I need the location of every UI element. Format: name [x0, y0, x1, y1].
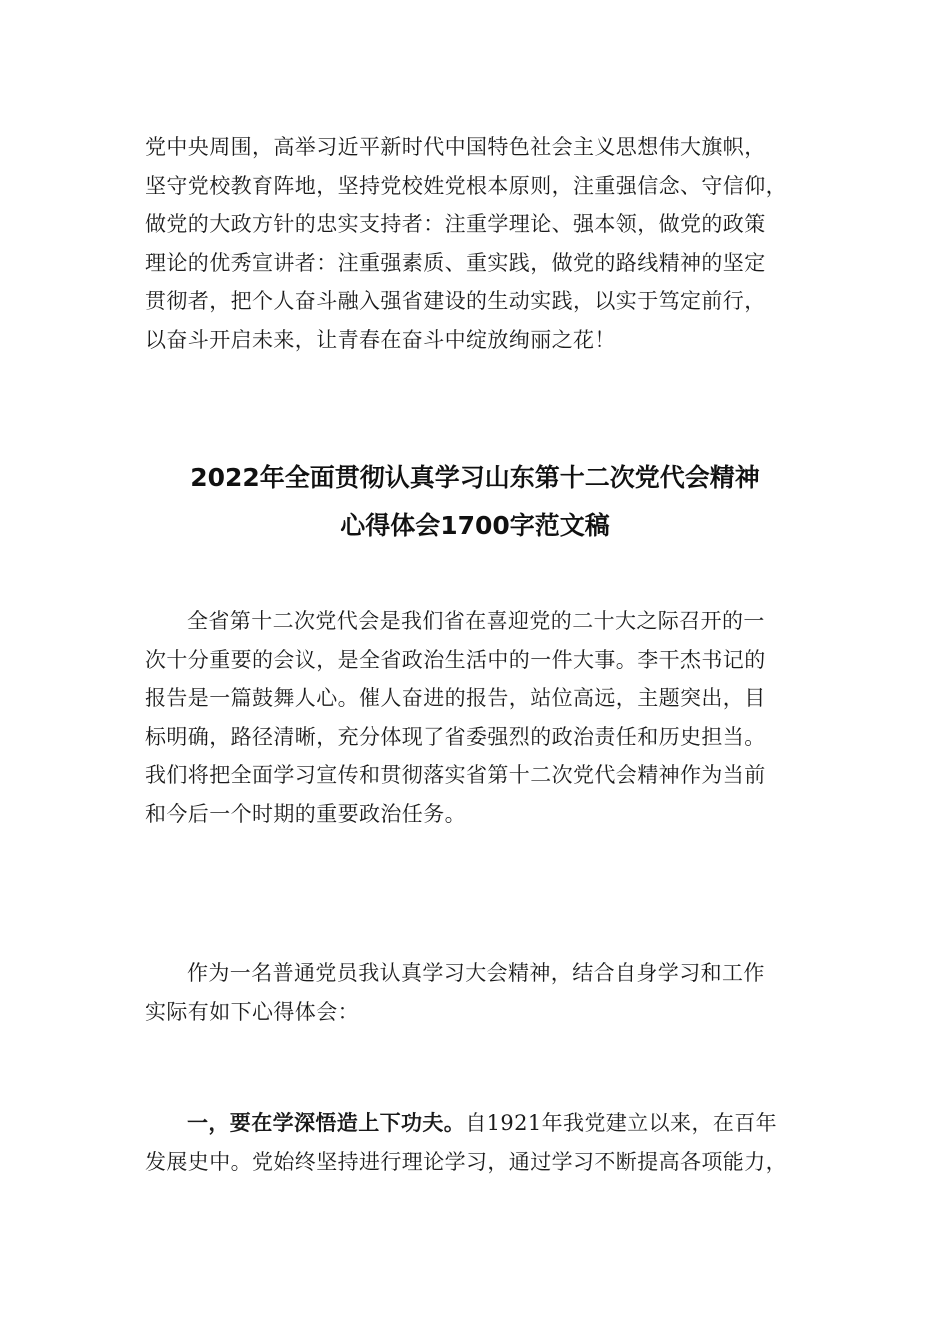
text-line: 发展史中。党始终坚持进行理论学习，通过学习不断提高各项能力， — [145, 1149, 787, 1174]
body-paragraph-3 — [145, 1104, 810, 1181]
text-line: 实际有如下心得体会： — [145, 999, 359, 1024]
title-line: 心得体会1700字范文稿 — [340, 511, 610, 540]
text-line: 次十分重要的会议，是全省政治生活中的一件大事。李干杰书记的 — [145, 647, 766, 672]
section-text: 自1921年我党建立以来，在百年 — [465, 1111, 778, 1135]
intro-paragraph — [145, 128, 810, 359]
text-line: 以奋斗开启未来，让青春在奋斗中绽放绚丽之花！ — [145, 327, 616, 352]
text-line — [145, 1104, 810, 1143]
text-line: 理论的优秀宣讲者：注重强素质、重实践，做党的路线精神的坚定 — [145, 250, 766, 275]
text-line: 和今后一个时期的重要政治任务。 — [145, 801, 466, 826]
text-line: 我们将把全面学习宣传和贯彻落实省第十二次党代会精神作为当前 — [145, 763, 766, 787]
document-title — [100, 454, 850, 550]
body-paragraph-1 — [145, 602, 810, 833]
text-line: 贯彻者，把个人奋斗融入强省建设的生动实践，以实于笃定前行， — [145, 289, 766, 313]
text-line: 做党的大政方针的忠实支持者：注重学理论、强本领，做党的政策 — [145, 212, 766, 236]
title-line: 2022年全面贯彻认真学习山东第十二次党代会精神 — [190, 463, 760, 492]
text-line: 作为一名普通党员我认真学习大会精神，结合自身学习和工作 — [187, 961, 765, 985]
body-paragraph-2 — [145, 954, 810, 1031]
section-heading: 一，要在学深悟造上下功夫。 — [187, 1110, 466, 1135]
text-line: 坚守党校教育阵地，坚持党校姓党根本原则，注重强信念、守信仰， — [145, 173, 787, 198]
text-line: 全省第十二次党代会是我们省在喜迎党的二十大之际召开的一 — [187, 609, 765, 633]
text-line: 报告是一篇鼓舞人心。催人奋进的报告，站位高远，主题突出，目 — [145, 686, 766, 710]
text-line: 标明确，路径清晰，充分体现了省委强烈的政治责任和历史担当。 — [145, 724, 766, 749]
text-line: 党中央周围，高举习近平新时代中国特色社会主义思想伟大旗帜， — [145, 135, 766, 159]
